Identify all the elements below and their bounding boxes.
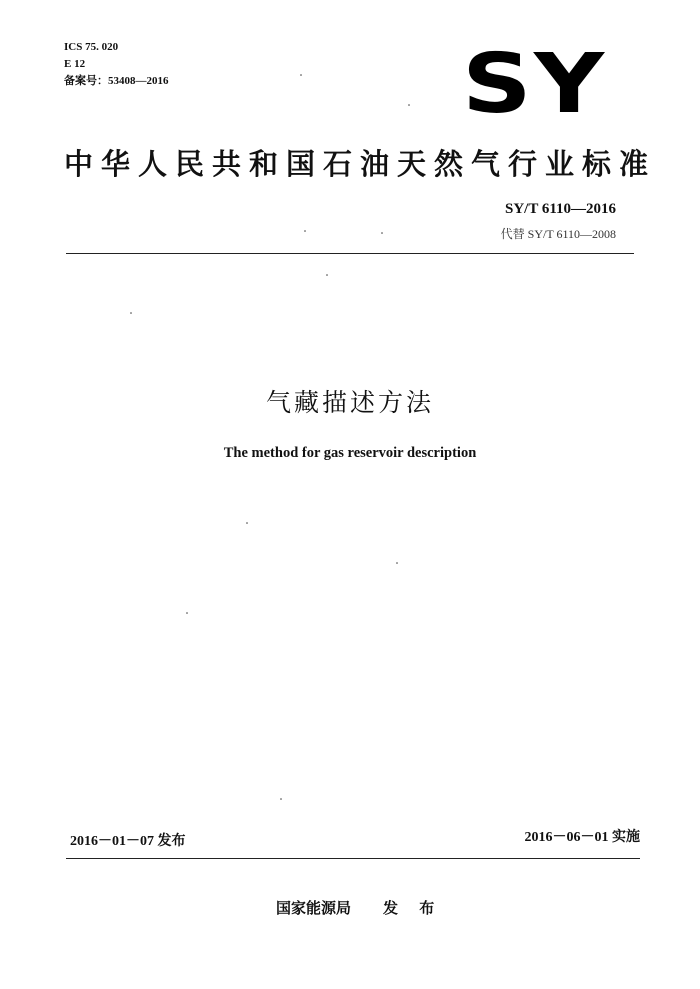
document-title-chinese: 气藏描述方法 [265, 388, 434, 417]
record-number: 备案号：53408—2016 [64, 75, 169, 87]
sy-logo: SY [462, 37, 607, 132]
scan-speck [408, 104, 410, 106]
scan-speck [304, 230, 306, 232]
ics-code: ICS 75. 020 [64, 41, 119, 53]
publisher-name: 国家能源局 [276, 899, 352, 917]
industry-standard-title: 中华人民共和国石油天然气行业标准 [64, 147, 657, 181]
top-divider [66, 253, 634, 254]
scan-speck [381, 232, 383, 234]
replaced-standard: 代替 SY/T 6110—2008 [500, 227, 616, 241]
publisher-line [276, 897, 442, 918]
publisher-action: 发 布 [383, 899, 443, 917]
implementation-date: 2016－06－01 实施 [524, 830, 640, 845]
scan-speck [246, 522, 248, 524]
scan-speck [300, 74, 302, 76]
scan-speck [326, 274, 328, 276]
scan-speck [396, 562, 398, 564]
document-title-english: The method for gas reservoir description [223, 445, 477, 461]
bottom-divider [66, 858, 640, 859]
category-code: E 12 [64, 58, 86, 70]
issue-date: 2016－01－07 发布 [70, 834, 186, 849]
scan-speck [186, 612, 188, 614]
scan-speck [130, 312, 132, 314]
scan-speck [280, 798, 282, 800]
standard-number: SY/T 6110—2016 [505, 201, 616, 217]
